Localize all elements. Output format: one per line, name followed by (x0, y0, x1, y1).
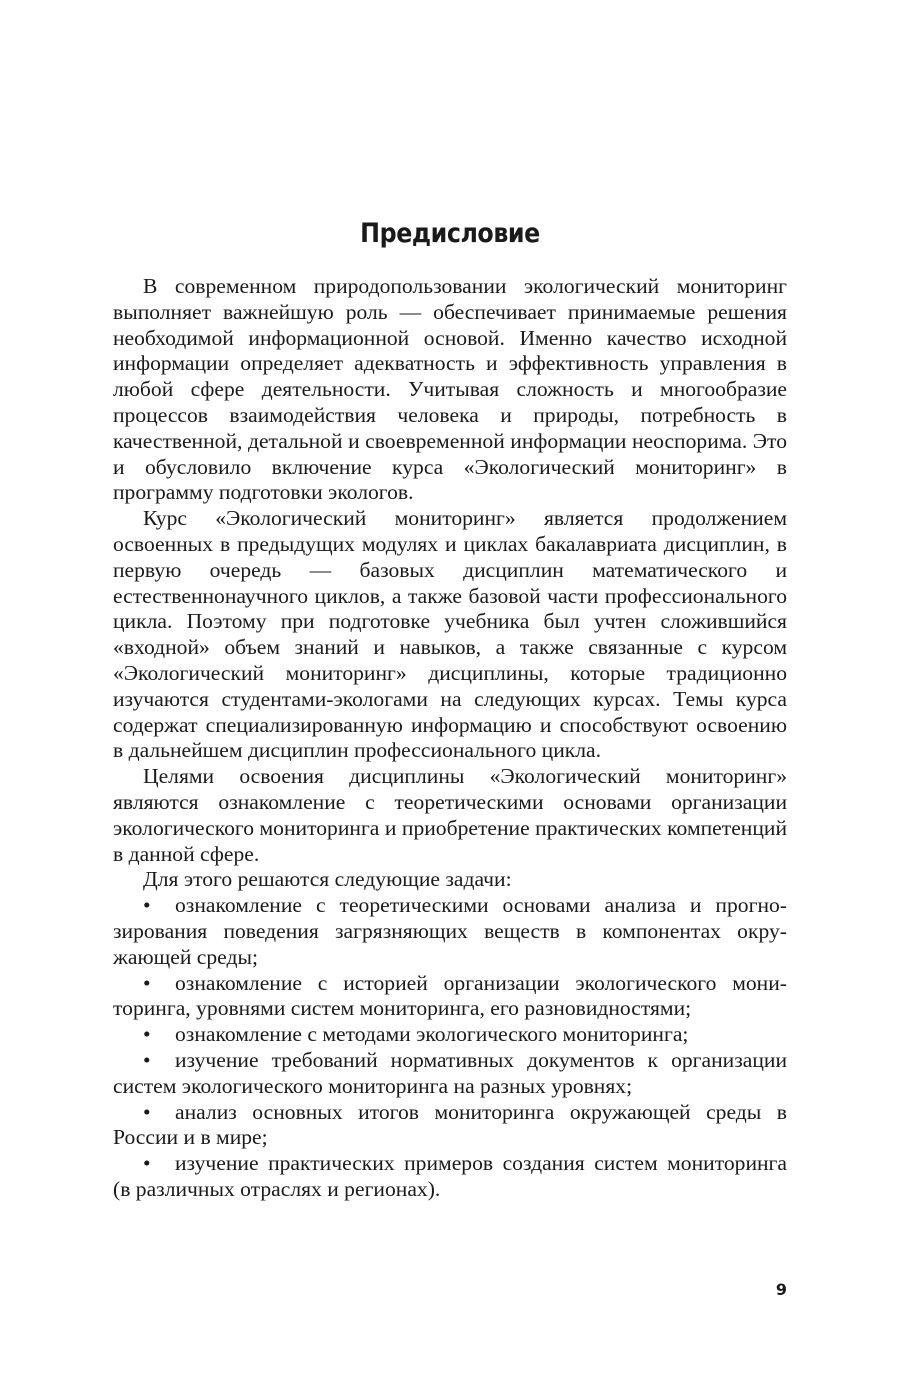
list-item (113, 1048, 787, 1100)
list-item (113, 971, 787, 1023)
bullet-icon: • (143, 893, 151, 918)
page-number: 9 (775, 1280, 787, 1299)
bullet-icon: • (143, 970, 151, 995)
bullet-icon: • (143, 1047, 151, 1072)
list-item-text: ознакомление с теоретическими основами анализа и прогнозирования поведения загрязняющих веществ в компонентах окружающей среды; (113, 893, 787, 969)
page-body (113, 274, 787, 1203)
list-item-text: ознакомление с методами экологического мониторинга; (175, 1022, 689, 1047)
paragraph: Целями освоения дисциплины «Экологический мониторинг» являются ознакомление с теоретическими основами организации экологического мониторинга и приобретение практических компетенций в данной сфере. (113, 764, 787, 866)
list-item-text: анализ основных итогов мониторинга окружающей среды в России и в мире; (113, 1099, 787, 1150)
paragraph: В современном природопользовании экологический мониторинг выполняет важнейшую роль — обеспечивает принимаемые решения необходимой информационной основой. Именно качество исходной информации определяет адекватность и эффективность управления в любой сфере деятельности. Учитывая сложность и многообразие процессов взаимодействия человека и природы, потребность в качественной, детальной и своевременной информации неоспорима. Это и обусловило включение курса «Экологический мониторинг» в программу подготовки экологов. (113, 274, 787, 505)
bullet-icon: • (143, 1151, 151, 1176)
paragraph: Курс «Экологический мониторинг» является продолжением освоенных в предыдущих модулях и циклах бакалавриата дисциплин, в первую очередь — базовых дисциплин математического и естественнонаучного циклов, а также базовой части профессионального цикла. Поэтому при подготовке учебника был учтен сложившийся «входной» объем знаний и навыков, а также связанные с курсом «Экологический мониторинг» дисциплины, которые традиционно изучаются студентами-экологами на следующих курсах. Темы курса содержат специализированную информацию и способствуют освоению в дальнейшем дисциплин профессионального цикла. (113, 506, 787, 763)
page-title: Предисловие (360, 218, 540, 249)
list-item-text: ознакомление с историей организации экологического мониторинга, уровнями систем мониторинга, его разновидностями; (113, 970, 787, 1021)
book-page (113, 0, 787, 1382)
list-item-text: изучение требований нормативных документов к организации систем экологического мониторинга на разных уровнях; (113, 1047, 787, 1098)
bullet-icon: • (143, 1099, 151, 1124)
list-item (113, 893, 787, 970)
bullet-icon: • (143, 1022, 151, 1047)
list-item (113, 1100, 787, 1152)
list-item-text: изучение практических примеров создания систем мониторинга (в различных отраслях и регионах). (113, 1151, 787, 1201)
list-item (113, 1151, 787, 1203)
paragraph: Для этого решаются следующие задачи: (143, 867, 512, 892)
list-item (113, 1022, 787, 1048)
